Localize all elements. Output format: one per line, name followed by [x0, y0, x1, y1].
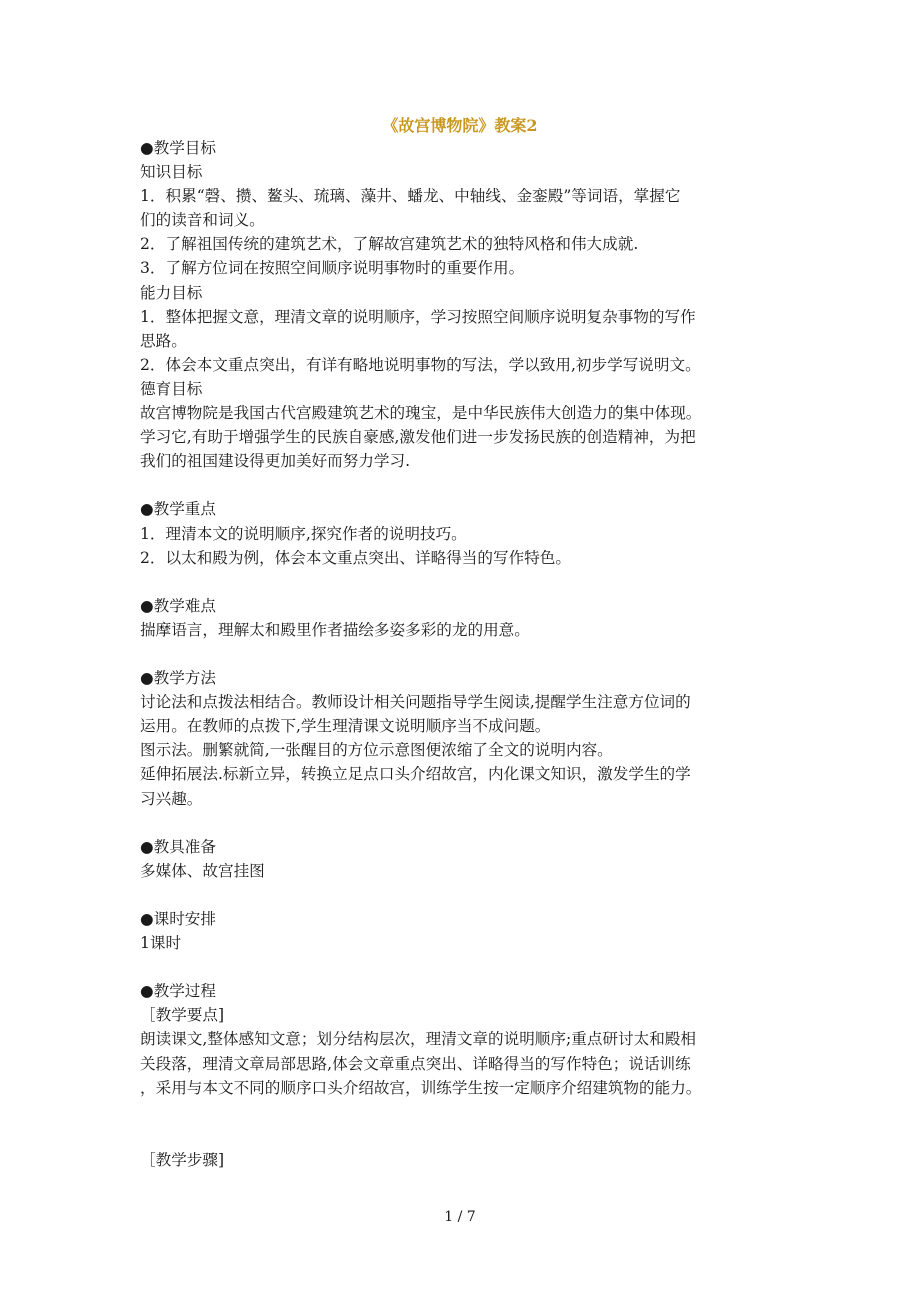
- difficulties-text: 揣摩语言，理解太和殿里作者描绘多姿多彩的龙的用意。: [140, 620, 530, 639]
- section-heading-goals: ●教学目标: [140, 139, 216, 157]
- document-body: [140, 136, 780, 1172]
- subheading-moral: 德育目标: [140, 379, 203, 398]
- page-title: 《故宫博物院》教案2: [382, 116, 538, 135]
- methods-line-5: 习兴趣。: [140, 789, 203, 808]
- moral-paragraph-line-3: 我们的祖国建设得更加美好而努力学习.: [140, 452, 411, 471]
- knowledge-item-3: 3．了解方位词在按照空间顺序说明事物时的重要作用。: [140, 259, 525, 278]
- methods-line-4: 延伸拓展法.标新立异，转换立足点口头介绍故宫，内化课文知识，激发学生的学: [140, 765, 691, 784]
- moral-paragraph-line-2: 学习它,有助于增强学生的民族自豪感,激发他们进一步发扬民族的创造精神，为把: [140, 428, 696, 447]
- ability-item-1: 1．整体把握文意，理清文章的说明顺序，学习按照空间顺序说明复杂事物的写作: [140, 307, 696, 326]
- section-heading-process: ●教学过程: [140, 982, 216, 1001]
- knowledge-item-2: 2．了解祖国传统的建筑艺术，了解故宫建筑艺术的独特风格和伟大成就.: [140, 235, 639, 254]
- moral-paragraph-line-1: 故宫博物院是我国古代宫殿建筑艺术的瑰宝，是中华民族伟大创造力的集中体现。: [140, 404, 702, 423]
- page-number: 1 / 7: [444, 1209, 476, 1225]
- spacer: [140, 642, 780, 666]
- section-heading-schedule: ●课时安排: [140, 910, 216, 928]
- methods-line-2: 运用。在教师的点拨下,学生理清课文说明顺序当不成问题。: [140, 717, 551, 736]
- schedule-text: 1课时: [140, 934, 182, 953]
- methods-line-1: 讨论法和点拨法相结合。教师设计相关问题指导学生阅读,提醒学生注意方位词的: [140, 693, 691, 712]
- spacer: [140, 955, 780, 979]
- section-heading-difficulties: ●教学难点: [140, 596, 216, 615]
- section-heading-equipment: ●教具准备: [140, 837, 216, 856]
- section-heading-methods: ●教学方法: [140, 669, 216, 688]
- process-line-1: 朗读课文,整体感知文意；划分结构层次，理清文章的说明顺序;重点研讨太和殿相: [140, 1030, 696, 1049]
- spacer: [140, 1100, 780, 1148]
- key-point-item-1: 1．理清本文的说明顺序,探究作者的说明技巧。: [140, 524, 467, 543]
- ability-item-1-cont: 思路。: [140, 331, 187, 350]
- process-line-2: 关段落，理清文章局部思路,体会文章重点突出、详略得当的写作特色；说话训练: [140, 1054, 691, 1073]
- spacer: [140, 473, 780, 497]
- equipment-text: 多媒体、故宫挂图: [140, 861, 265, 880]
- spacer: [140, 883, 780, 907]
- knowledge-item-1: 1．积累“磬、攒、鳌头、琉璃、藻井、蟠龙、中轴线、金銮殿”等词语，掌握它: [140, 187, 681, 206]
- section-heading-key-points: ●教学重点: [140, 500, 216, 519]
- methods-line-3: 图示法。删繁就简,一张醒目的方位示意图便浓缩了全文的说明内容。: [140, 741, 613, 760]
- process-line-3: ，采用与本文不同的顺序口头介绍故宫，训练学生按一定顺序介绍建筑物的能力。: [140, 1078, 702, 1097]
- subheading-knowledge: 知识目标: [140, 163, 203, 182]
- subheading-ability: 能力目标: [140, 283, 203, 302]
- spacer: [140, 570, 780, 594]
- spacer: [140, 811, 780, 835]
- key-point-item-2: 2．以太和殿为例，体会本文重点突出、详略得当的写作特色。: [140, 548, 571, 567]
- ability-item-2: 2．体会本文重点突出，有详有略地说明事物的写法，学以致用,初步学写说明文。: [140, 355, 701, 374]
- process-subheading-key-points: ［教学要点]: [140, 1006, 225, 1025]
- knowledge-item-1-cont: 们的读音和词义。: [140, 211, 265, 230]
- process-steps-heading: ［教学步骤]: [140, 1150, 225, 1169]
